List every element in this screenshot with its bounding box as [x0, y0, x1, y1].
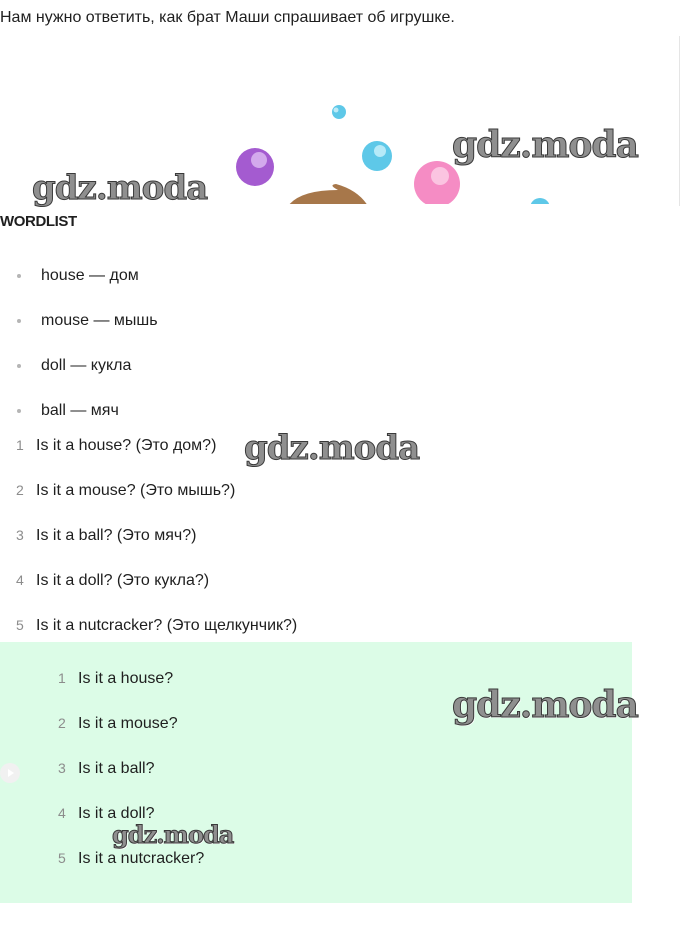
wordlist-item-text: ball — мяч: [41, 402, 119, 419]
character-hair: [288, 184, 368, 204]
question-text: Is it a doll? (Это кукла?): [36, 572, 210, 589]
answer-item: [0, 746, 632, 791]
answer-list: [0, 656, 632, 881]
partial-blue-ball: [530, 198, 550, 204]
wordlist: [0, 253, 680, 433]
answer-number: 2: [58, 715, 66, 731]
answer-text: Is it a house?: [78, 670, 174, 687]
answer-number: 3: [58, 760, 66, 776]
question-item: [0, 558, 680, 603]
ball-highlight: [431, 167, 449, 185]
small-blue-ball: [332, 105, 346, 119]
bullet-icon: [17, 364, 21, 368]
wordlist-item: [0, 343, 680, 388]
question-item: [0, 468, 680, 513]
watermark-logo: gdz.moda: [32, 168, 208, 208]
ball-highlight: [374, 145, 386, 157]
question-number: 4: [16, 572, 24, 588]
answer-number: 1: [58, 670, 66, 686]
question-text: Is it a mouse? (Это мышь?): [36, 482, 236, 499]
answer-box: [0, 642, 632, 903]
wordlist-item-text: doll — кукла: [41, 357, 132, 374]
bullet-icon: [17, 319, 21, 323]
answer-number: 5: [58, 850, 66, 866]
watermark-logo: gdz.moda: [452, 684, 638, 726]
bullet-icon: [17, 409, 21, 413]
wordlist-item: [0, 253, 680, 298]
question-number: 3: [16, 527, 24, 543]
bullet-icon: [17, 274, 21, 278]
question-number: 2: [16, 482, 24, 498]
answer-item: [0, 656, 632, 701]
answer-item: [0, 791, 632, 836]
wordlist-item-text: house — дом: [41, 267, 139, 284]
wordlist-item: [0, 298, 680, 343]
question-item: [0, 423, 680, 468]
watermark-logo: gdz.moda: [244, 428, 420, 468]
ball-highlight: [251, 152, 267, 168]
question-text: Is it a ball? (Это мяч?): [36, 527, 197, 544]
wordlist-heading: WORDLIST: [0, 213, 77, 230]
intro-text: Нам нужно ответить, как брат Маши спрашивает об игрушке.: [0, 9, 455, 26]
balls-illustration-svg: [0, 38, 680, 204]
question-number: 5: [16, 617, 24, 633]
answer-text: Is it a ball?: [78, 760, 155, 777]
question-list: [0, 423, 680, 648]
answer-text: Is it a mouse?: [78, 715, 178, 732]
question-text: Is it a house? (Это дом?): [36, 437, 217, 454]
question-item: [0, 513, 680, 558]
question-text: Is it a nutcracker? (Это щелкунчик?): [36, 617, 298, 634]
answer-number: 4: [58, 805, 66, 821]
answer-text: Is it a nutcracker?: [78, 850, 205, 867]
question-number: 1: [16, 437, 24, 453]
watermark-logo: gdz.moda: [452, 124, 638, 166]
answer-item: [0, 701, 632, 746]
cartoon-illustration: [0, 38, 680, 204]
answer-text: Is it a doll?: [78, 805, 155, 822]
answer-item: [0, 836, 632, 881]
ball-highlight: [334, 108, 339, 113]
wordlist-item-text: mouse — мышь: [41, 312, 158, 329]
watermark-logo: gdz.moda: [112, 820, 234, 849]
